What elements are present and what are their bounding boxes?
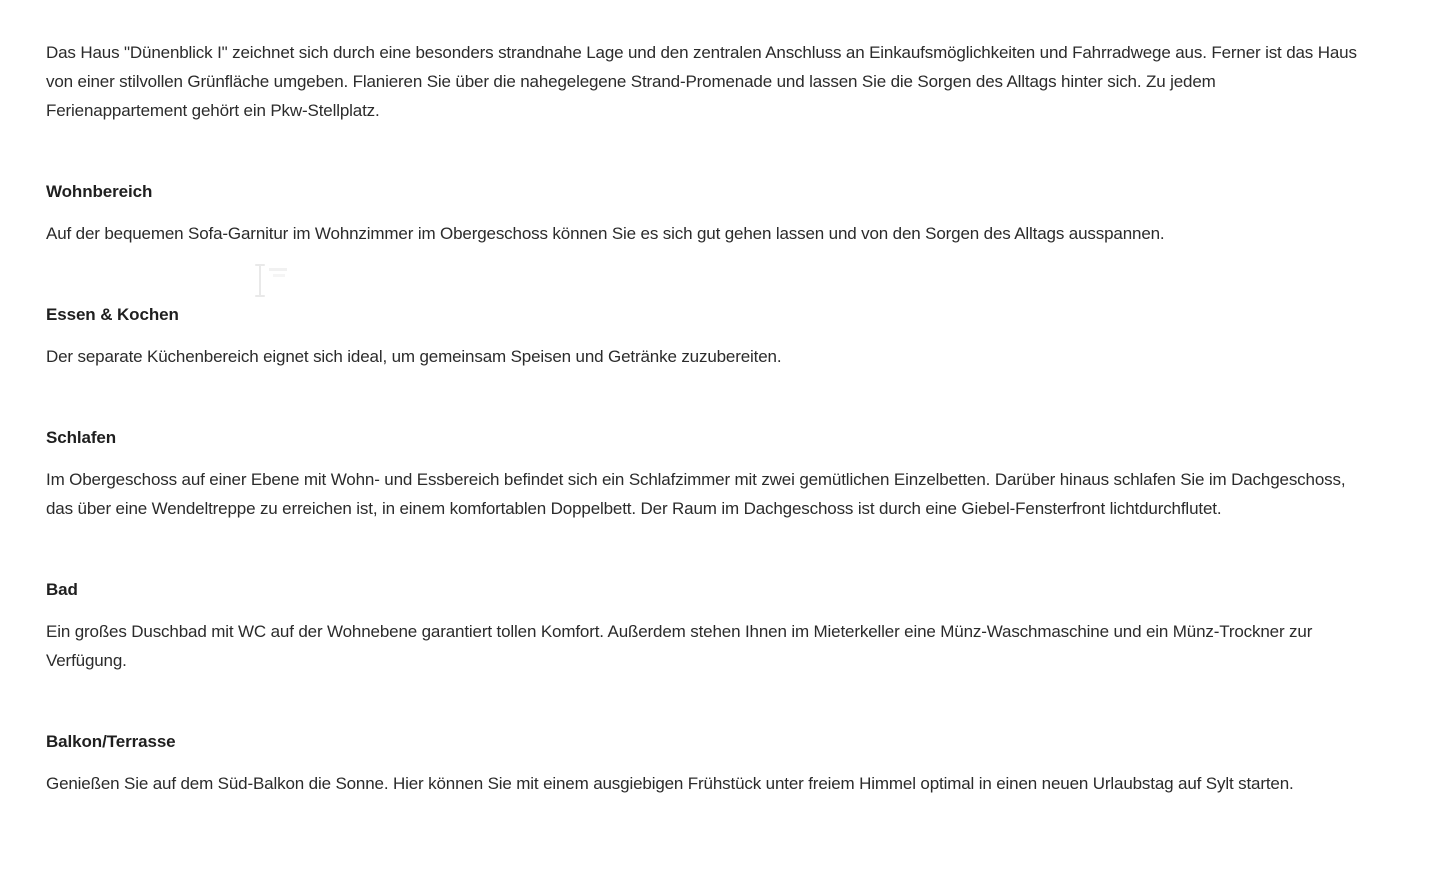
section-heading-schlafen: Schlafen [46,428,117,447]
section-paragraph-bad: Ein großes Duschbad mit WC auf der Wohnebene garantiert tollen Komfort. Außerdem stehen Ihnen im Mieterkeller eine Münz-Waschmaschine und ein Münz-Trockner zur Verfügung. [46,622,1313,670]
section-essen-kochen [46,300,1358,371]
intro-paragraph: Das Haus "Dünenblick I" zeichnet sich durch eine besonders strandnahe Lage und den zentralen Anschluss an Einkaufsmöglichkeiten und Fahrradwege aus. Ferner ist das Haus von einer stilvollen Grünfläche umgeben. Flanieren Sie über die nahegelegene Strand-Promenade und lassen Sie die Sorgen des Alltags hinter sich. Zu jedem Ferienappartement gehört ein Pkw-Stellplatz. [46,43,1357,120]
i-beam-cursor-icon [252,261,296,301]
section-heading-wohnbereich: Wohnbereich [46,182,153,201]
section-balkon-terrasse [46,727,1358,798]
section-paragraph-balkon-terrasse: Genießen Sie auf dem Süd-Balkon die Sonne. Hier können Sie mit einem ausgiebigen Frühstück unter freiem Himmel optimal in einen neuen Urlaubstag auf Sylt starten. [46,774,1294,793]
section-paragraph-wohnbereich: Auf der bequemen Sofa-Garnitur im Wohnzimmer im Obergeschoss können Sie es sich gut gehen lassen und von den Sorgen des Alltags ausspannen. [46,224,1165,243]
section-schlafen [46,423,1358,523]
section-bad [46,575,1358,675]
section-paragraph-schlafen: Im Obergeschoss auf einer Ebene mit Wohn- und Essbereich befindet sich ein Schlafzimmer mit zwei gemütlichen Einzelbetten. Darüber hinaus schlafen Sie im Dachgeschoss, das über eine Wendeltreppe zu erreichen ist, in einem komfortablen Doppelbett. Der Raum im Dachgeschoss ist durch eine Giebel-Fensterfront lichtdurchflutet. [46,470,1346,518]
section-wohnbereich [46,177,1358,248]
section-heading-essen-kochen: Essen & Kochen [46,305,179,324]
section-heading-bad: Bad [46,580,78,599]
section-paragraph-essen-kochen: Der separate Küchenbereich eignet sich ideal, um gemeinsam Speisen und Getränke zuzubereiten. [46,347,782,366]
section-heading-balkon-terrasse: Balkon/Terrasse [46,732,176,751]
